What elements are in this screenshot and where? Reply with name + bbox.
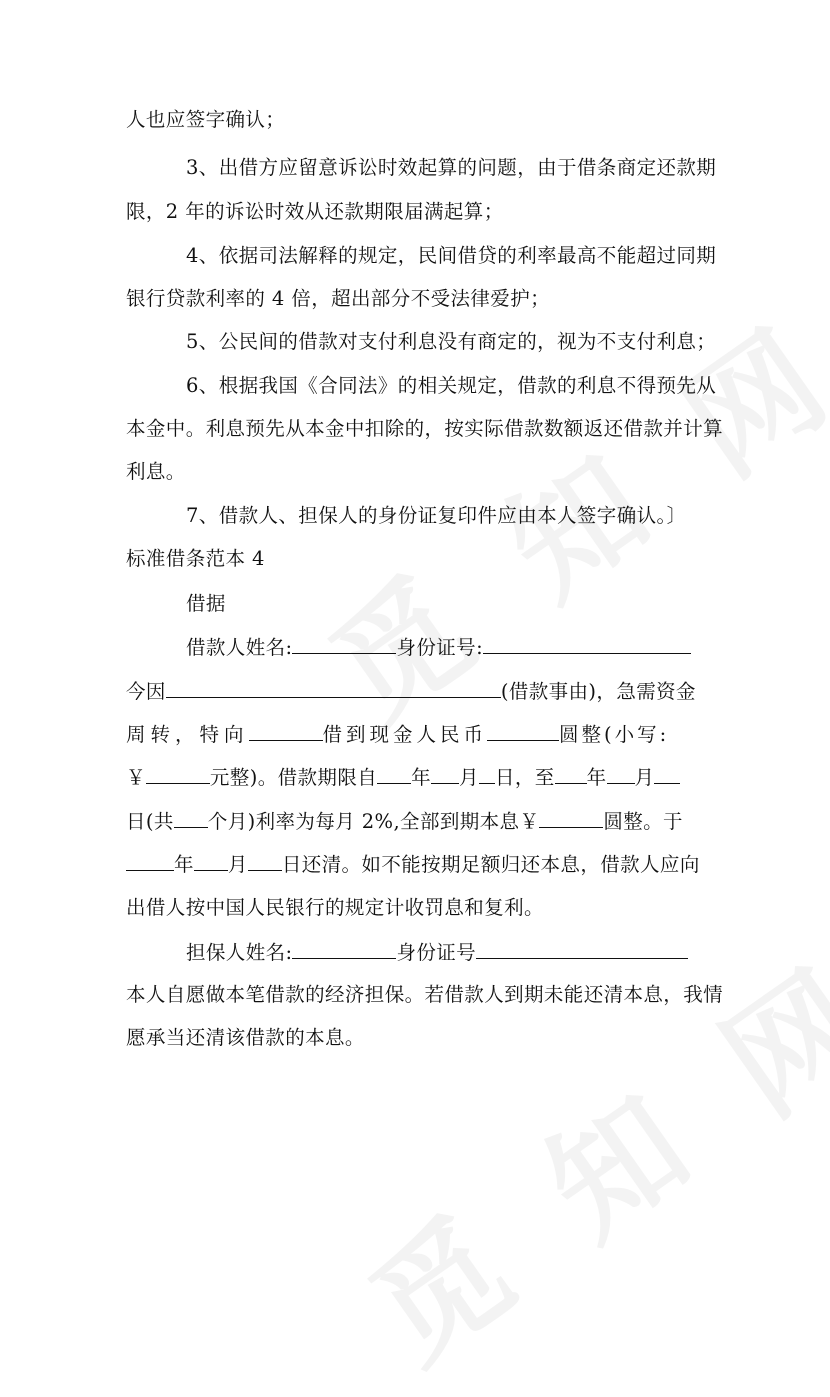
lender-line [126, 720, 706, 748]
text-segment: 个月)利率为每月 2%,全部到期本息￥ [207, 810, 540, 833]
borrower-name-blank [292, 633, 396, 654]
text-segment: 日，至 [494, 766, 555, 789]
text-segment: 年 [174, 853, 194, 876]
text-line: 限，2 年的诉讼时效从还款期限届满起算； [126, 200, 504, 223]
borrower-id-label: 身份证号: [396, 636, 484, 659]
text-segment: (借款事由)，急需资金 [500, 680, 696, 703]
text-segment: 月 [634, 766, 655, 789]
document-title: 借据 [186, 592, 226, 615]
text-line: 愿承当还清该借款的本息。 [126, 1026, 365, 1049]
text-segment: 年 [411, 766, 432, 789]
end-day-blank [654, 763, 680, 784]
end-month-blank [607, 763, 635, 784]
text-segment: 周转，特向 [126, 723, 249, 746]
interest-line [126, 807, 706, 835]
start-day-blank [479, 763, 495, 784]
borrower-info-line [186, 633, 706, 661]
guarantor-info-line [186, 938, 706, 966]
guarantor-id-blank [476, 938, 688, 959]
text-segment: 日(共 [126, 810, 174, 833]
end-year-blank [555, 763, 587, 784]
term-line [126, 763, 706, 791]
text-line: 人也应签字确认； [126, 108, 286, 131]
repay-day-blank [248, 850, 282, 871]
text-segment: 圆整(小写: [559, 723, 670, 746]
amount-small-blank [146, 763, 210, 784]
lender-blank [249, 720, 323, 741]
text-segment: ￥ [126, 766, 146, 789]
text-line: 本人自愿做本笔借款的经济担保。若借款人到期未能还清本息，我情 [126, 983, 724, 1006]
guarantor-name-blank [292, 938, 396, 959]
repay-line [126, 850, 706, 878]
start-year-blank [377, 763, 411, 784]
text-line: 利息。 [126, 460, 186, 483]
amount-blank [487, 720, 559, 741]
text-line: 3、出借方应留意诉讼时效起算的问题，由于借条商定还款期 [186, 156, 717, 179]
text-line: 银行贷款利率的 4 倍，超出部分不受法律爱护； [126, 287, 551, 310]
text-segment: 月 [227, 853, 248, 876]
text-line: 5、公民间的借款对支付利息没有商定的，视为不支付利息； [186, 330, 717, 353]
guarantor-name-label: 担保人姓名: [186, 941, 293, 964]
total-amount-blank [539, 807, 603, 828]
reason-line [126, 677, 706, 705]
reason-blank [166, 677, 501, 698]
text-line: 出借人按中国人民银行的规定计收罚息和复利。 [126, 896, 544, 919]
borrower-id-blank [483, 633, 691, 654]
text-line: 本金中。利息预先从本金中扣除的，按实际借款数额返还借款并计算 [126, 417, 724, 440]
months-blank [174, 807, 208, 828]
text-line: 4、依据司法解释的规定，民间借贷的利率最高不能超过同期 [186, 244, 717, 267]
repay-year-blank [126, 850, 174, 871]
text-line: 7、借款人、担保人的身份证复印件应由本人签字确认。〕 [186, 504, 687, 527]
repay-month-blank [194, 850, 228, 871]
text-segment: 圆整。于 [603, 810, 683, 833]
borrower-name-label: 借款人姓名: [186, 636, 293, 659]
guarantor-id-label: 身份证号 [396, 941, 477, 964]
text-segment: 元整)。借款期限自 [209, 766, 378, 789]
text-line: 6、根据我国《合同法》的相关规定，借款的利息不得预先从 [186, 374, 717, 397]
section-heading: 标准借条范本 4 [126, 547, 265, 570]
text-segment: 年 [586, 766, 607, 789]
text-segment: 日还清。如不能按期足额归还本息，借款人应向 [281, 853, 700, 876]
text-segment: 借到现金人民币 [322, 723, 488, 746]
text-segment: 月 [459, 766, 479, 789]
text-segment: 今因 [126, 680, 166, 703]
start-month-blank [431, 763, 459, 784]
